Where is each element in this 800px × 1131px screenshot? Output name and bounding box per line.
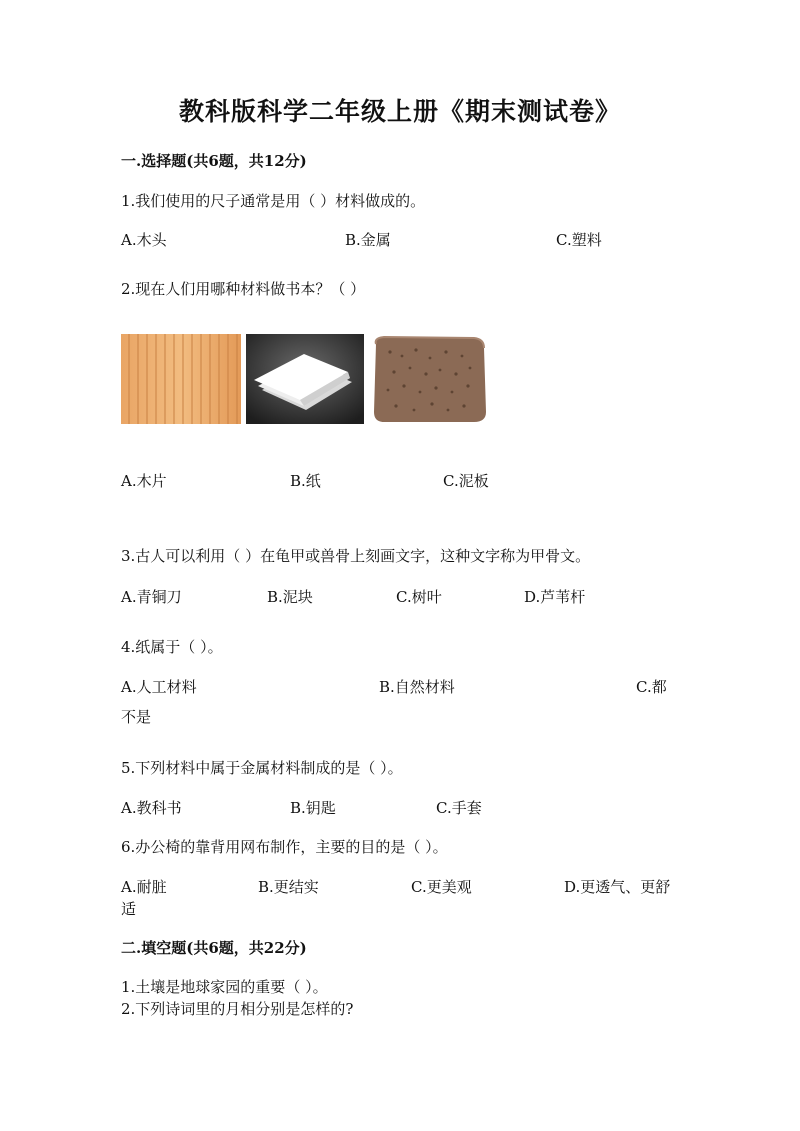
q6-option-b[interactable]: B.更结实 — [258, 878, 319, 896]
question-3: 3.古人可以利用（ ）在龟甲或兽骨上刻画文字，这种文字称为甲骨文。 — [121, 547, 591, 565]
q4-option-b[interactable]: B.自然材料 — [379, 678, 455, 696]
page-title: 教科版科学二年级上册《期末测试卷》 — [178, 97, 621, 126]
q5-option-c[interactable]: C.手套 — [436, 799, 482, 817]
q6-option-d[interactable]: D.更透气、更舒 — [564, 878, 671, 896]
q3-option-c[interactable]: C.树叶 — [396, 588, 442, 606]
q3-option-b[interactable]: B.泥块 — [267, 588, 313, 606]
q2-option-a[interactable]: A.木片 — [121, 472, 167, 490]
question-6: 6.办公椅的靠背用网布制作，主要的目的是（ ）。 — [121, 838, 448, 856]
q6-option-c[interactable]: C.更美观 — [411, 878, 472, 896]
q1-option-b[interactable]: B.金属 — [345, 231, 391, 249]
clay-tablet-image — [370, 334, 488, 424]
question-5: 5.下列材料中属于金属材料制成的是（ ）。 — [121, 759, 403, 777]
q4-option-a[interactable]: A.人工材料 — [121, 678, 197, 696]
q4-option-c-continued: 不是 — [121, 708, 152, 726]
q2-option-c[interactable]: C.泥板 — [443, 472, 489, 490]
q3-option-a[interactable]: A.青铜刀 — [121, 588, 182, 606]
fill-question-2: 2.下列诗词里的月相分别是怎样的? — [121, 1000, 354, 1018]
wood-planks-image — [121, 334, 241, 424]
q6-option-d-continued: 适 — [121, 900, 137, 918]
q6-option-a[interactable]: A.耐脏 — [121, 878, 167, 896]
q1-option-c[interactable]: C.塑料 — [556, 231, 602, 249]
q5-option-a[interactable]: A.教科书 — [121, 799, 182, 817]
paper-stack-image — [246, 334, 364, 424]
fill-question-1: 1.土壤是地球家园的重要（ ）。 — [121, 978, 328, 996]
question-1: 1.我们使用的尺子通常是用（ ）材料做成的。 — [121, 192, 426, 210]
question-4: 4.纸属于（ ）。 — [121, 638, 223, 656]
q2-option-b[interactable]: B.纸 — [290, 472, 321, 490]
q4-option-c[interactable]: C.都 — [636, 678, 667, 696]
q1-option-a[interactable]: A.木头 — [121, 231, 167, 249]
section-heading-fill-in: 二.填空题(共6题，共22分) — [121, 939, 307, 957]
question-2: 2.现在人们用哪种材料做书本？（ ） — [121, 280, 366, 298]
section-heading-choice: 一.选择题(共6题，共12分) — [121, 152, 307, 170]
q5-option-b[interactable]: B.钥匙 — [290, 799, 336, 817]
q3-option-d[interactable]: D.芦苇杆 — [524, 588, 586, 606]
